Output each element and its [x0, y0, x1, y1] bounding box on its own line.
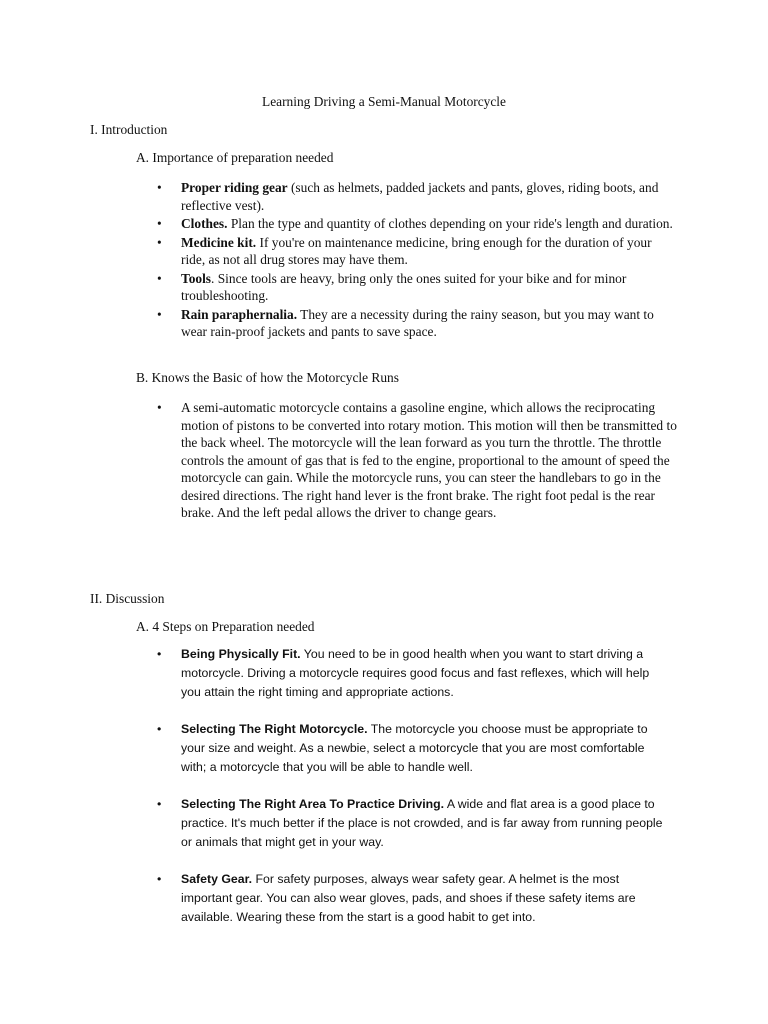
item-text: (such as helmets, padded jackets and pants, gloves, riding boots, and reflective vest). — [181, 180, 659, 213]
item-bold-label: Rain paraphernalia. — [181, 306, 298, 322]
document-title: Learning Driving a Semi-Manual Motorcycle — [262, 94, 506, 109]
preparation-items-list — [157, 179, 677, 342]
item-text: . Since tools are heavy, bring only the ones suited for your bike and for minor troubleshooting. — [181, 270, 627, 303]
item-bold-label: Being Physically Fit. — [181, 647, 301, 661]
bullet-icon: • — [157, 270, 162, 286]
subsection-heading-importance-of-preparation: A. Importance of preparation needed — [136, 150, 334, 165]
item-bold-label: Selecting The Right Motorcycle. — [181, 722, 368, 736]
item-text: They are a necessity during the rainy season, but you may want to wear rain-proof jackets and pants to save space. — [181, 306, 654, 339]
bullet-icon: • — [157, 797, 162, 811]
subsection-heading-motorcycle-basics: B. Knows the Basic of how the Motorcycle Runs — [136, 370, 399, 385]
list-item-practice-area — [157, 795, 665, 852]
bullet-icon: • — [157, 234, 162, 250]
item-text: The motorcycle you choose must be appropriate to your size and weight. As a newbie, select a motorcycle that you are most comfortable with; a motorcycle that you will be able to handle well. — [181, 722, 648, 774]
list-item-safety-gear — [157, 870, 665, 927]
list-item-right-motorcycle — [157, 720, 665, 777]
list-item-proper-riding-gear — [157, 179, 677, 214]
four-steps-list — [157, 645, 665, 945]
list-item-rain-paraphernalia — [157, 306, 677, 341]
bullet-icon: • — [157, 216, 162, 231]
item-bold-label: Proper riding gear — [181, 180, 288, 195]
list-item-physically-fit — [157, 645, 665, 702]
item-bold-label: Medicine kit. — [181, 234, 257, 250]
item-bold-label: Safety Gear. — [181, 872, 253, 886]
item-text: A semi-automatic motorcycle contains a gasoline engine, which allows the reciprocating motion of pistons to be converted into rotary motion. This motion will then be transmitted to the back wheel. The motorcycle will the lean forward as you turn the throttle. The throttle controls the amount of gas that is fed to the engine, proportional to the amount of speed the motorcycle can gain. While the motorcycle runs, you can steer the handlebars to go in the desired directions. The right hand lever is the front brake. The right foot pedal is the rear brake. And the left pedal allows the driver to change gears. — [181, 400, 677, 520]
section-heading-discussion: II. Discussion — [90, 591, 165, 606]
item-text: You need to be in good health when you want to start driving a motorcycle. Driving a motorcycle requires good focus and fast reflexes, which will help you attain the right timing and appropriate actions. — [181, 647, 650, 699]
bullet-icon: • — [157, 872, 162, 886]
item-text: A wide and flat area is a good place to practice. It's much better if the place is not crowded, and is far away from running people or animals that might get in your way. — [181, 797, 663, 849]
section-heading-introduction: I. Introduction — [90, 122, 168, 137]
motorcycle-basics-list — [157, 399, 677, 523]
subsection-heading-four-steps: A. 4 Steps on Preparation needed — [136, 619, 315, 634]
bullet-icon: • — [157, 722, 162, 736]
item-bold-label: Clothes. — [181, 216, 228, 231]
bullet-icon: • — [157, 647, 162, 661]
item-bold-label: Tools — [181, 270, 212, 286]
bullet-icon: • — [157, 306, 162, 322]
bullet-icon: • — [157, 180, 162, 195]
item-text: If you're on maintenance medicine, bring enough for the duration of your ride, as not all drug stores may have them. — [181, 234, 652, 267]
item-text: For safety purposes, always wear safety gear. A helmet is the most important gear. You can also wear gloves, pads, and shoes if these safety items are available. Wearing these from the start is a good habit to get into. — [181, 872, 636, 924]
bullet-icon: • — [157, 400, 162, 415]
item-text: Plan the type and quantity of clothes depending on your ride's length and duration. — [227, 216, 673, 231]
list-item-engine-explanation — [157, 399, 677, 522]
list-item-medicine-kit — [157, 234, 677, 269]
list-item-clothes — [157, 215, 677, 233]
item-bold-label: Selecting The Right Area To Practice Driving. — [181, 797, 445, 811]
list-item-tools — [157, 270, 677, 305]
